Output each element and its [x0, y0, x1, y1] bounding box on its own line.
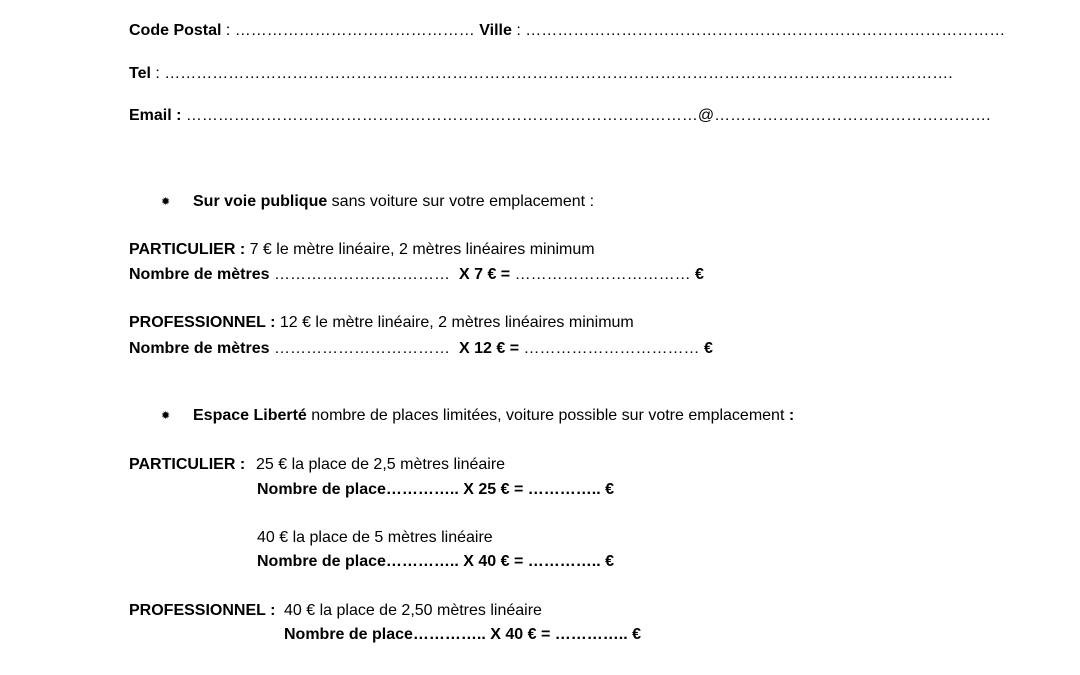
s1-particulier-count-field[interactable]: …………………………… [269, 266, 450, 283]
s2-professionnel-line[interactable]: Nombre de place………….. X 40 € = ………….. € [284, 626, 641, 643]
s2-particulier-offer2: 40 € la place de 5 mètres linéaire [257, 529, 493, 546]
s1-particulier-count-label: Nombre de mètres [129, 266, 270, 283]
section1-title: Sur voie publique [193, 193, 328, 210]
email-row [129, 106, 991, 126]
s1-professionnel-calc: X 12 € = [459, 340, 520, 357]
section1-subtitle: sans voiture sur votre emplacement : [327, 193, 595, 210]
s2-particulier-line2[interactable]: Nombre de place………….. X 40 € = ………….. € [257, 553, 614, 570]
s1-professionnel-count-label: Nombre de mètres [129, 340, 270, 357]
tel-row [129, 64, 953, 84]
s1-particulier-calc-row [459, 265, 704, 285]
s2-particulier-offer1: 25 € la place de 2,5 mètres linéaire [256, 456, 506, 473]
section2-subtitle-colon: : [788, 407, 795, 424]
s2-particulier-label-row [129, 455, 245, 475]
s1-professionnel-offer [129, 313, 634, 333]
email-label: Email : [129, 107, 182, 124]
s1-professionnel-count-field[interactable]: …………………………… [269, 340, 450, 357]
section2-subtitle: nombre de places limitées, voiture possible sur votre emplacement [306, 407, 789, 424]
s1-particulier-count-row [129, 265, 450, 285]
email-field[interactable]: ……………………………………………………………………………………@……………………………………………. [181, 107, 991, 124]
s1-particulier-label: PARTICULIER : [129, 241, 246, 258]
s1-professionnel-count-row [129, 339, 450, 359]
s1-particulier-offer [129, 240, 595, 260]
s2-professionnel-label: PROFESSIONNEL : [129, 602, 276, 619]
code-postal-field[interactable]: : ……………………………………… [221, 22, 480, 39]
ville-label: Ville [479, 22, 512, 39]
s1-professionnel-text: 12 € le mètre linéaire, 2 mètres linéaires minimum [275, 314, 634, 331]
s2-particulier-line1[interactable]: Nombre de place………….. X 25 € = ………….. € [257, 481, 614, 498]
s1-particulier-currency: € [695, 266, 704, 283]
bullet-icon: ✹ [161, 196, 171, 208]
code-postal-row [129, 21, 1005, 41]
s1-professionnel-calc-row [459, 339, 713, 359]
s2-professionnel-label-row [129, 601, 275, 621]
s1-particulier-text: 7 € le mètre linéaire, 2 mètres linéaires minimum [245, 241, 595, 258]
s1-professionnel-label: PROFESSIONNEL : [129, 314, 276, 331]
tel-label: Tel [129, 65, 151, 82]
section2-title: Espace Liberté [193, 407, 307, 424]
tel-field[interactable]: : …………………………………………………………………………………………………………………………………. [150, 65, 953, 82]
s1-particulier-total-field[interactable]: …………………………… [510, 266, 696, 283]
section1-heading [193, 192, 594, 212]
s1-professionnel-currency: € [703, 340, 713, 357]
s1-particulier-calc: X 7 € = [459, 266, 511, 283]
bullet-icon: ✹ [161, 410, 171, 422]
s2-particulier-label: PARTICULIER : [129, 456, 246, 473]
section2-heading [193, 406, 794, 426]
s2-professionnel-offer: 40 € la place de 2,50 mètres linéaire [284, 602, 542, 619]
ville-field[interactable]: : ……………………………………………………………………………… [511, 22, 1006, 39]
code-postal-label: Code Postal [129, 22, 222, 39]
s1-professionnel-total-field[interactable]: …………………………… [519, 340, 704, 357]
